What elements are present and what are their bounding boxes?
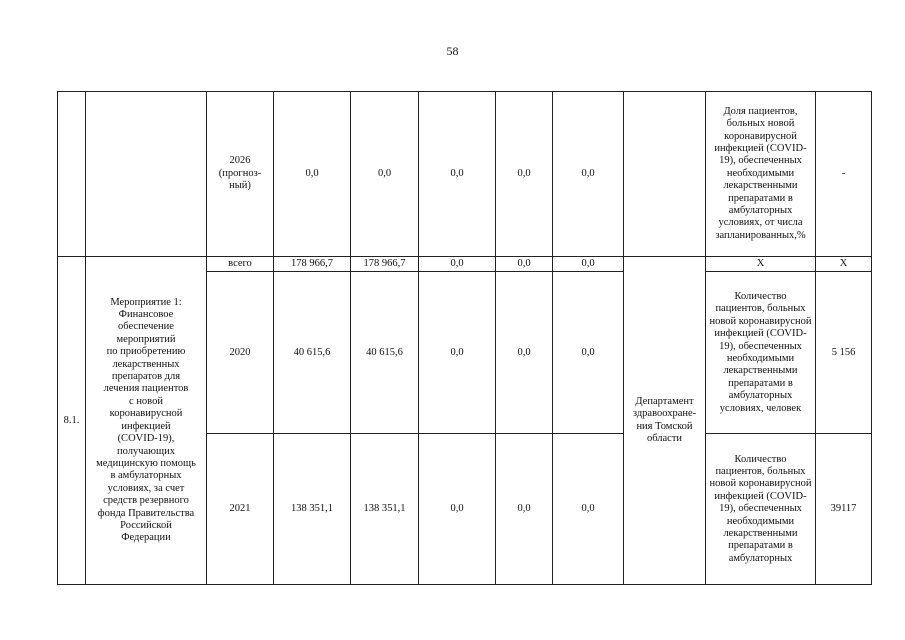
executor-cell: Департамент здравоохране- ния Томской области [624, 257, 706, 585]
federal-funding-cell: 0,0 [351, 92, 419, 257]
year-cell: всего [207, 257, 274, 272]
extra-funding-cell: 0,0 [553, 272, 624, 434]
indicator-name-cell: Х [706, 257, 816, 272]
program-table [57, 91, 872, 585]
table-row-2026 [58, 92, 872, 257]
total-funding-cell: 40 615,6 [274, 272, 351, 434]
indicator-name-cell: Количество пациентов, больных новой коронавирусной инфекцией (COVID-19), обеспеченных необходимыми лекарственными препаратами в амбулаторных [706, 434, 816, 585]
year-cell: 2020 [207, 272, 274, 434]
indicator-name-cell: Количество пациентов, больных новой коронавирусной инфекцией (COVID-19), обеспеченных необходимыми лекарственными препаратами в амбулаторных условиях, человек [706, 272, 816, 434]
total-funding-cell: 0,0 [274, 92, 351, 257]
total-funding-cell: 138 351,1 [274, 434, 351, 585]
year-cell: 2021 [207, 434, 274, 585]
federal-funding-cell: 138 351,1 [351, 434, 419, 585]
local-funding-cell: 0,0 [496, 92, 553, 257]
section-number-cell: 8.1. [58, 257, 86, 585]
extra-funding-cell: 0,0 [553, 434, 624, 585]
regional-funding-cell: 0,0 [419, 272, 496, 434]
regional-funding-cell: 0,0 [419, 92, 496, 257]
local-funding-cell: 0,0 [496, 434, 553, 585]
total-funding-cell: 178 966,7 [274, 257, 351, 272]
regional-funding-cell: 0,0 [419, 434, 496, 585]
extra-funding-cell: 0,0 [553, 92, 624, 257]
federal-funding-cell: 178 966,7 [351, 257, 419, 272]
row-number-cell [58, 92, 86, 257]
page-number: 58 [446, 44, 459, 58]
federal-funding-cell: 40 615,6 [351, 272, 419, 434]
regional-funding-cell: 0,0 [419, 257, 496, 272]
indicator-value-cell: 39117 [816, 434, 872, 585]
extra-funding-cell: 0,0 [553, 257, 624, 272]
indicator-value-cell: 5 156 [816, 272, 872, 434]
event-name-cell: Мероприятие 1: Финансовое обеспечение мероприятий по приобретению лекарственных препаратов для лечения пациентов с новой коронавирусной инфекцией (COVID-19), получающих медицинскую помощь в амбулаторных условиях, за счет средств резервного фонда Правительства Российской Федерации [86, 257, 207, 585]
indicator-value-cell: Х [816, 257, 872, 272]
local-funding-cell: 0,0 [496, 257, 553, 272]
table-row-total [58, 257, 872, 272]
event-name-cell [86, 92, 207, 257]
local-funding-cell: 0,0 [496, 272, 553, 434]
executor-cell [624, 92, 706, 257]
indicator-value-cell: - [816, 92, 872, 257]
indicator-name-cell: Доля пациентов, больных новой коронавирусной инфекцией (COVID-19), обеспеченных необходимыми лекарственными препаратами в амбулаторных условиях, от числа запланированных,% [706, 92, 816, 257]
year-cell: 2026 (прогноз- ный) [207, 92, 274, 257]
